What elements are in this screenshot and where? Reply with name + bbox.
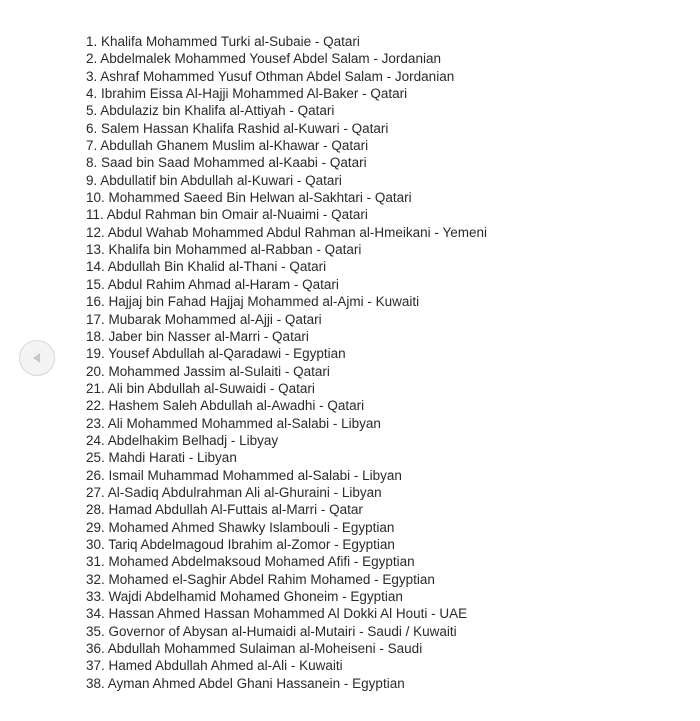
list-item: 27. Al-Sadiq Abdulrahman Ali al-Ghuraini - Libyan — [86, 484, 382, 500]
list-item: 20. Mohammed Jassim al-Sulaiti - Qatari — [86, 363, 330, 379]
list-item: 11. Abdul Rahman bin Omair al-Nuaimi - Qatari — [86, 207, 368, 223]
list-item: 38. Ayman Ahmed Abdel Ghani Hassanein - Egyptian — [86, 675, 405, 691]
list-item: 29. Mohamed Ahmed Shawky Islambouli - Egyptian — [86, 519, 395, 535]
list-item: 1. Khalifa Mohammed Turki al-Subaie - Qatari — [86, 34, 360, 49]
list-item: 31. Mohamed Abdelmaksoud Mohamed Afifi - Egyptian — [86, 554, 415, 570]
list-item: 13. Khalifa bin Mohammed al-Rabban - Qatari — [86, 242, 362, 258]
list-item: 22. Hashem Saleh Abdullah al-Awadhi - Qatari — [86, 398, 365, 414]
list-item: 8. Saad bin Saad Mohammed al-Kaabi - Qatari — [86, 155, 367, 171]
list-item: 35. Governor of Abysan al-Humaidi al-Mutairi - Saudi / Kuwaiti — [86, 623, 457, 639]
list-item: 14. Abdullah Bin Khalid al-Thani - Qatari — [86, 259, 327, 275]
list-item: 36. Abdullah Mohammed Sulaiman al-Moheiseni - Saudi — [86, 641, 423, 657]
list-item: 3. Ashraf Mohammed Yusuf Othman Abdel Salam - Jordanian — [86, 68, 455, 84]
list-item: 7. Abdullah Ghanem Muslim al-Khawar - Qatari — [86, 138, 369, 154]
list-item: 19. Yousef Abdullah al-Qaradawi - Egyptian — [86, 346, 346, 362]
list-item: 17. Mubarak Mohammed al-Ajji - Qatari — [86, 311, 322, 327]
previous-button[interactable] — [19, 340, 55, 376]
list-item: 16. Hajjaj bin Fahad Hajjaj Mohammed al-Ajmi - Kuwaiti — [86, 294, 420, 310]
list-item: 26. Ismail Muhammad Mohammed al-Salabi - Libyan — [86, 467, 402, 483]
list-item: 5. Abdulaziz bin Khalifa al-Attiyah - Qatari — [86, 103, 335, 119]
list-item: 33. Wajdi Abdelhamid Mohamed Ghoneim - Egyptian — [86, 589, 403, 604]
list-item: 23. Ali Mohammed Mohammed al-Salabi - Libyan — [86, 415, 381, 431]
names-list — [86, 33, 487, 692]
list-item: 21. Ali bin Abdullah al-Suwaidi - Qatari — [86, 380, 315, 396]
list-item: 6. Salem Hassan Khalifa Rashid al-Kuwari - Qatari — [86, 120, 389, 136]
list-item: 10. Mohammed Saeed Bin Helwan al-Sakhtari - Qatari — [86, 190, 412, 206]
list-item: 34. Hassan Ahmed Hassan Mohammed Al Dokki Al Houti - UAE — [86, 606, 468, 622]
list-item: 32. Mohamed el-Saghir Abdel Rahim Mohamed - Egyptian — [86, 571, 435, 587]
list-item: 37. Hamed Abdullah Ahmed al-Ali - Kuwaiti — [86, 658, 343, 674]
chevron-left-icon — [30, 351, 44, 365]
list-item: 2. Abdelmalek Mohammed Yousef Abdel Salam - Jordanian — [86, 51, 441, 67]
list-item: 18. Jaber bin Nasser al-Marri - Qatari — [86, 328, 309, 344]
list-item: 24. Abdelhakim Belhadj - Libyay — [86, 432, 279, 448]
list-item: 25. Mahdi Harati - Libyan — [86, 450, 237, 466]
list-item: 4. Ibrahim Eissa Al-Hajji Mohammed Al-Baker - Qatari — [86, 86, 408, 102]
list-item: 28. Hamad Abdullah Al-Futtais al-Marri - Qatar — [86, 502, 363, 518]
list-item: 30. Tariq Abdelmagoud Ibrahim al-Zomor - Egyptian — [86, 536, 395, 552]
list-item: 15. Abdul Rahim Ahmad al-Haram - Qatari — [86, 276, 339, 292]
list-item: 12. Abdul Wahab Mohammed Abdul Rahman al-Hmeikani - Yemeni — [86, 224, 487, 240]
list-item: 9. Abdullatif bin Abdullah al-Kuwari - Qatari — [86, 172, 342, 188]
